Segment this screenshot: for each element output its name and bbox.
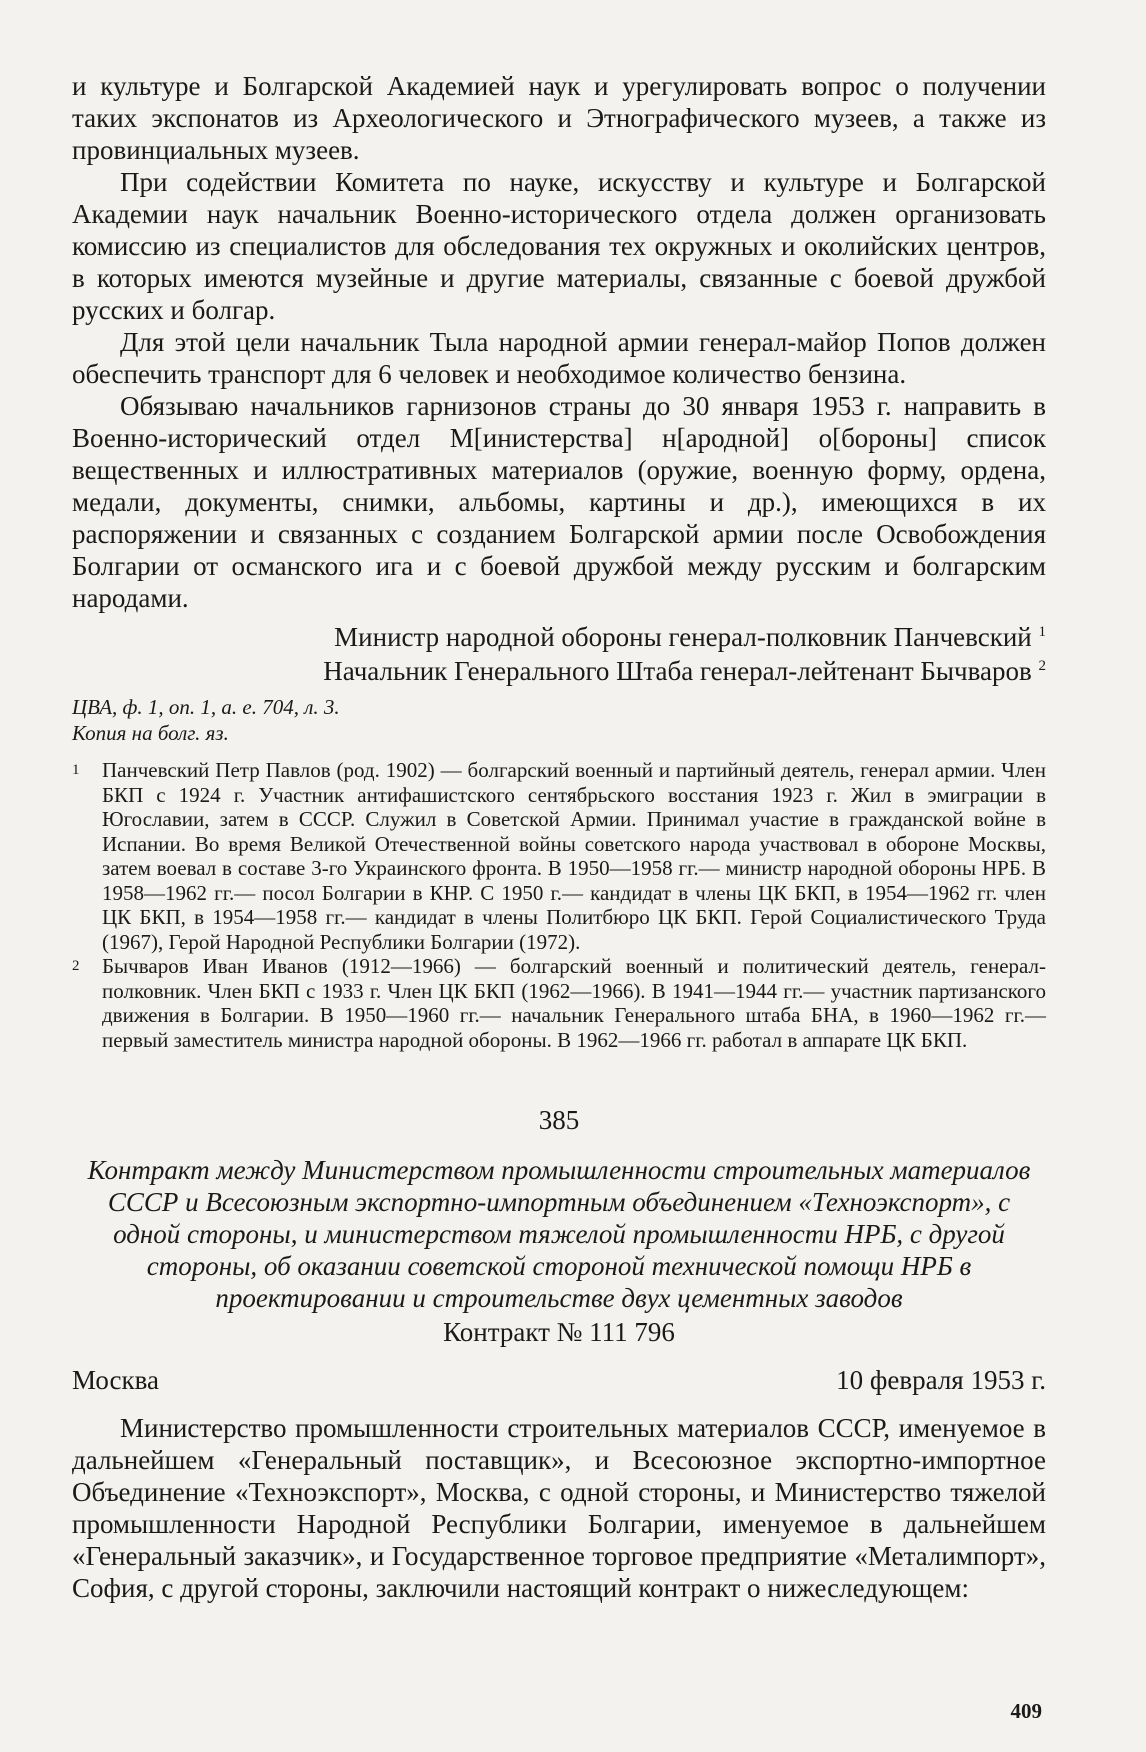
contract-body: [72, 1412, 1046, 1604]
archive-source: [72, 694, 1046, 746]
place: Москва: [72, 1365, 159, 1395]
paragraph-commission: При содействии Комитета по науке, искусству и культуре и Болгарской Академии наук начальник Военно-исторического отдела должен организовать комиссию из специалистов для обследования тех окружных и околийских центров, в которых имеются музейные и другие материалы, связанные с боевой дружбой русских и болгар.: [72, 167, 1046, 325]
contract-number: Контракт № 111 796: [443, 1317, 675, 1347]
contract-preamble: Министерство промышленности строительных материалов СССР, именуемое в дальнейшем «Генеральный поставщик», и Всесоюзное экспортно-импортное Объединение «Техноэкспорт», Москва, с одной стороны, и Министерство тяжелой промышленности Народной Республики Болгарии, именуемое в дальнейшем «Генеральный заказчик», и Государственное торговое предприятие «Металимпорт», София, с другой стороны, заключили настоящий контракт о нижеследующем:: [72, 1413, 1046, 1603]
signatures: [72, 620, 1046, 688]
paragraph-continuation: и культуре и Болгарской Академией наук и урегулировать вопрос о получении таких экспонатов из Археологического и Этнографического музеев, а также из провинциальных музеев.: [72, 71, 1046, 165]
signature-minister: Министр народной обороны генерал-полковник Панчевский $^1$: [334, 622, 1046, 652]
footnotes: [72, 758, 1046, 1052]
copy-language-note: Копия на болг. яз.: [72, 721, 229, 745]
footnote-ref-1: 1: [1038, 624, 1046, 640]
footnote-ref-2: 2: [1038, 658, 1046, 674]
place-date-line: [72, 1364, 1046, 1396]
page-number: 409: [1010, 1699, 1042, 1723]
document-title: Контракт между Министерством промышленности строительных материалов СССР и Всесоюзным экспортно-импортным объединением «Техноэкспорт», с одной стороны, и министерством тяжелой промышленности НРБ, с другой стороны, об оказании советской стороной технической помощи НРБ в проектировании и строительстве двух цементных заводов: [87, 1155, 1031, 1313]
date: 10 февраля 1953 г.: [836, 1365, 1046, 1395]
footnote-text: Панчевский Петр Павлов (род. 1902) — болгарский военный и партийный деятель, генерал армии. Член БКП с 1924 г. Участник антифашистского сентябрьского восстания 1923 г. Жил в эмиграции в Югославии, затем в СССР. Служил в Советской Армии. Принимал участие в гражданской войне в Испании. Во время Великой Отечественной войны советского народа участвовал в обороне Москвы, затем воевал в составе 3-го Украинского фронта. В 1950—1958 гг.— министр народной обороны НРБ. В 1958—1962 гг.— посол Болгарии в КНР. С 1950 г.— кандидат в члены ЦК БКП, в 1954—1962 гг. член ЦК БКП, в 1954—1958 гг.— кандидат в члены Политбюро ЦК БКП. Герой Социалистического Труда (1967), Герой Народной Республики Болгарии (1972).: [102, 758, 1046, 954]
paragraph-order: Обязываю начальников гарнизонов страны до 30 января 1953 г. направить в Военно-исторический отдел М[инистерства] н[ародной] о[бороны] список вещественных и иллюстративных материалов (оружие, военную форму, ордена, медали, документы, снимки, альбомы, картины и др.), имеющихся в их распоряжении и связанных с созданием Болгарской армии после Освобождения Болгарии от османского ига и с боевой дружбой между русским и болгарским народами.: [72, 391, 1046, 613]
footnote-mark: 2: [72, 958, 80, 974]
body-text-top: [72, 70, 1046, 614]
footnote-2: [72, 954, 1046, 1052]
paragraph-transport: Для этой цели начальник Тыла народной армии генерал-майор Попов должен обеспечить транспорт для 6 человек и необходимое количество бензина.: [72, 327, 1046, 389]
footnote-1: [72, 758, 1046, 954]
footnote-mark: 1: [72, 762, 80, 778]
archive-reference: ЦВА, ф. 1, оп. 1, а. е. 704, л. 3.: [72, 695, 340, 719]
document-number: 385: [538, 1105, 580, 1135]
footnote-text: Бычваров Иван Иванов (1912—1966) — болгарский военный и политический деятель, генерал-полковник. Член БКП с 1933 г. Член ЦК БКП (1962—1966). В 1941—1944 гг.— участник партизанского движения в Болгарии. В 1950—1960 гг.— начальник Генерального штаба БНА, в 1960—1962 гг.— первый заместитель министра народной обороны. В 1962—1966 гг. работал в аппарате ЦК БКП.: [102, 954, 1046, 1052]
signature-chief-of-staff: Начальник Генерального Штаба генерал-лейтенант Бычваров $^2$: [323, 656, 1046, 686]
